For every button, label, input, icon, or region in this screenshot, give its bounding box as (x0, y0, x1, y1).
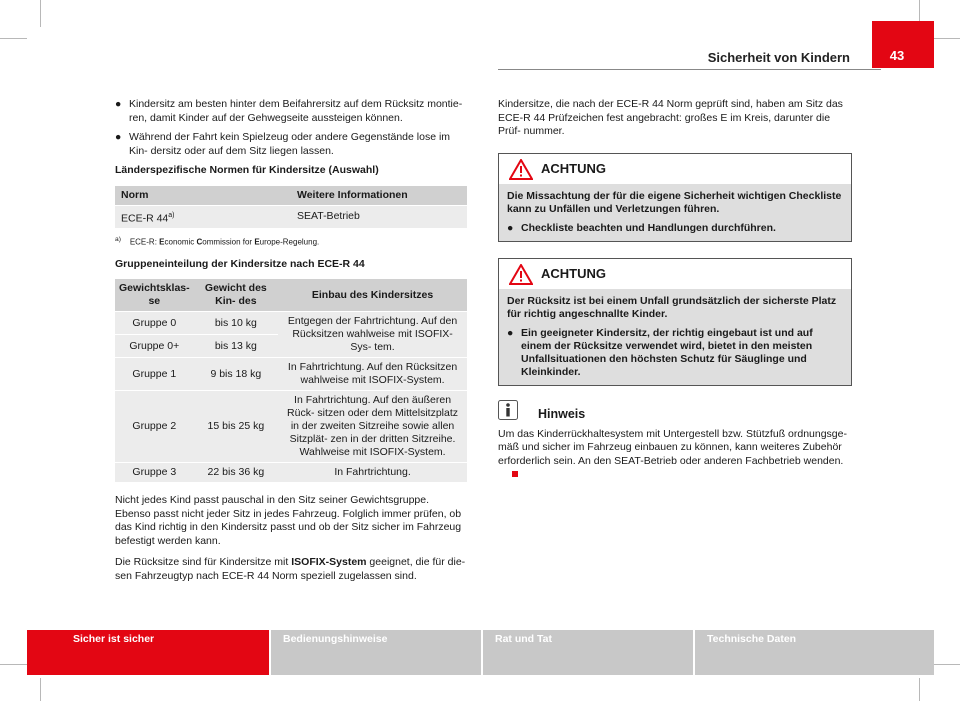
norms-table (115, 186, 467, 229)
tab-bedienungshinweise[interactable] (271, 630, 481, 675)
table-cell: In Fahrtrichtung. Auf den äußeren Rück- sitzen oder dem Mittelsitzplatz in der zweiten Sitzreihe sowie allen Sitzplät- zen in der dritten Sitzreihe. Wahlweise mit ISOFIX-System. (278, 391, 467, 463)
crop-mark (933, 664, 960, 665)
table-header-row (115, 186, 467, 206)
table-cell: Gruppe 0+ (115, 335, 194, 358)
end-marker (512, 471, 518, 477)
warning-header (499, 154, 851, 184)
footnote-text: E (159, 237, 165, 247)
table-cell: SEAT-Betrieb (291, 205, 467, 228)
footnote (115, 234, 467, 248)
warning-title: ACHTUNG (541, 265, 606, 281)
crop-mark (933, 38, 960, 39)
bullet-text: Ein geeigneter Kindersitz, der richtig eingebaut ist und auf einem der Rücksitze verwendet wird, bietet in den meisten Unfallsituationen den höchsten Schutz für Säuglinge und Kleinkinder. (521, 326, 813, 378)
column-header: Norm (115, 186, 291, 206)
footnote-text: conomic (164, 237, 197, 247)
header-rule (498, 69, 881, 70)
footnote-ref: a) (168, 211, 175, 219)
warning-body (499, 184, 851, 241)
column-header: Gewicht des Kin- des (194, 279, 278, 312)
table-cell: Gruppe 1 (115, 358, 194, 391)
norms-heading: Länderspezifische Normen für Kindersitze (Auswahl) (115, 164, 379, 176)
table-cell (115, 205, 291, 228)
footnote-text: urope-Regelung. (259, 237, 320, 247)
bullet-text: Kindersitz am besten hinter dem Beifahrersitz auf dem Rücksitz montie- ren, damit Kinder auf der Gehwegseite aussteigen können. (129, 98, 463, 124)
bullet-text: Während der Fahrt kein Spielzeug oder andere Gegenstände lose im Kin- dersitz oder auf dem Sitz liegen lassen. (129, 131, 451, 157)
paragraph-text: Die Rücksitze sind für Kindersitze mit (115, 556, 292, 569)
paragraph: Nicht jedes Kind passt pauschal in den Sitz seiner Gewichtsgruppe. Ebenso passt nicht jeder Sitz in jedes Fahrzeug. Folglich immer prüfen, ob das Kind richtig in den Kindersitz passt und ob der Sitz sicher im Fahrzeug befestigt werden kann. (115, 494, 462, 547)
warning-box (498, 153, 852, 242)
footnote-text: ommission for (202, 237, 255, 247)
bullet-dot: ● (507, 221, 514, 234)
paragraph-text: geeignet, die für die- sen Fahrzeugtyp nach ECE-R 44 Norm speziell zugelassen sind. (115, 556, 466, 582)
bullet-dot: ● (115, 131, 122, 143)
table-cell: Entgegen der Fahrtrichtung. Auf den Rücksitzen wahlweise mit ISOFIX-Sys- tem. (278, 312, 467, 358)
tab-rat-und-tat[interactable] (483, 630, 693, 675)
bullet-item (507, 222, 843, 235)
isofix-term: ISOFIX-System (291, 556, 367, 569)
table-cell: 9 bis 18 kg (194, 358, 278, 391)
footnote-text: ECE-R: (129, 237, 160, 247)
crop-mark (40, 0, 41, 27)
bullet-item (507, 327, 843, 379)
tab-label: Sicher ist sicher (73, 633, 155, 645)
table-row (115, 312, 467, 335)
tab-label: Rat und Tat (495, 633, 552, 645)
warning-body (499, 289, 851, 385)
info-icon (498, 400, 518, 420)
table-cell: In Fahrtrichtung. Auf den Rücksitzen wahlweise mit ISOFIX-System. (278, 358, 467, 391)
note-header (498, 400, 852, 424)
tab-label: Bedienungshinweise (283, 633, 388, 645)
crop-mark (0, 664, 27, 665)
crop-mark (0, 38, 27, 39)
table-cell: 15 bis 25 kg (194, 391, 278, 463)
warning-box (498, 258, 852, 386)
paragraph (115, 556, 467, 583)
note-title: Hinweis (538, 406, 586, 421)
column-header: Gewichtsklas- se (115, 279, 194, 312)
intro-paragraph: Kindersitze, die nach der ECE-R 44 Norm geprüft sind, haben am Sitz das ECE-R 44 Prüfzeichen fest angebracht: großes E im Kreis, darunter die Prüf- nummer. (498, 98, 843, 137)
table-cell: Gruppe 3 (115, 463, 194, 483)
section-title: Sicherheit von Kindern (707, 50, 850, 65)
bullet-dot: ● (507, 326, 514, 339)
crop-mark (40, 678, 41, 701)
table-row (115, 358, 467, 391)
warning-triangle-icon (509, 264, 533, 285)
table-cell: In Fahrtrichtung. (278, 463, 467, 483)
norm-value: ECE-R 44 (121, 212, 169, 224)
bullet-item (115, 98, 467, 125)
footer-nav (27, 630, 934, 675)
groups-heading: Gruppeneinteilung der Kindersitze nach ECE-R 44 (115, 257, 365, 270)
footnote-text: C (196, 237, 203, 247)
warning-header (499, 259, 851, 289)
footnote-marker: a) (115, 236, 121, 243)
left-column (115, 98, 467, 589)
table-header-row (115, 279, 467, 312)
table-cell: Gruppe 0 (115, 312, 194, 335)
tab-label: Technische Daten (707, 633, 797, 645)
bullet-text: Checkliste beachten und Handlungen durchführen. (521, 221, 776, 234)
table-cell: 22 bis 36 kg (194, 463, 278, 483)
note-body: Um das Kinderrückhaltesystem mit Untergestell bzw. Stützfuß ordnungsge- mäß und sicher im Fahrzeug einbauen zu können, kann weiteres Zubehör erforderlich sein. An den SEAT-Betrieb oder anderen Fachbetrieb wenden. (498, 427, 847, 467)
footnote-text: E (254, 237, 260, 247)
table-row (115, 463, 467, 483)
column-header: Einbau des Kindersitzes (278, 279, 467, 312)
note-text (498, 428, 852, 482)
right-column (498, 98, 852, 482)
warning-title: ACHTUNG (541, 160, 606, 176)
warning-text: Der Rücksitz ist bei einem Unfall grundsätzlich der sicherste Platz für richtig angeschnallte Kinder. (507, 294, 837, 320)
groups-table (115, 279, 467, 482)
warning-triangle-icon (509, 159, 533, 180)
warning-text: Die Missachtung der für die eigene Sicherheit wichtigen Checkliste kann zu Unfällen und Verletzungen führen. (507, 189, 842, 215)
bullet-dot: ● (115, 98, 122, 110)
bullet-item (115, 131, 467, 158)
page-number: 43 (889, 48, 905, 63)
table-cell: Gruppe 2 (115, 391, 194, 463)
table-cell: bis 10 kg (194, 312, 278, 335)
table-cell: bis 13 kg (194, 335, 278, 358)
column-header: Weitere Informationen (291, 186, 467, 206)
table-row (115, 391, 467, 463)
crop-mark (919, 678, 920, 701)
tab-sicher-ist-sicher[interactable] (27, 630, 269, 675)
tab-technische-daten[interactable] (695, 630, 934, 675)
table-row (115, 205, 467, 228)
